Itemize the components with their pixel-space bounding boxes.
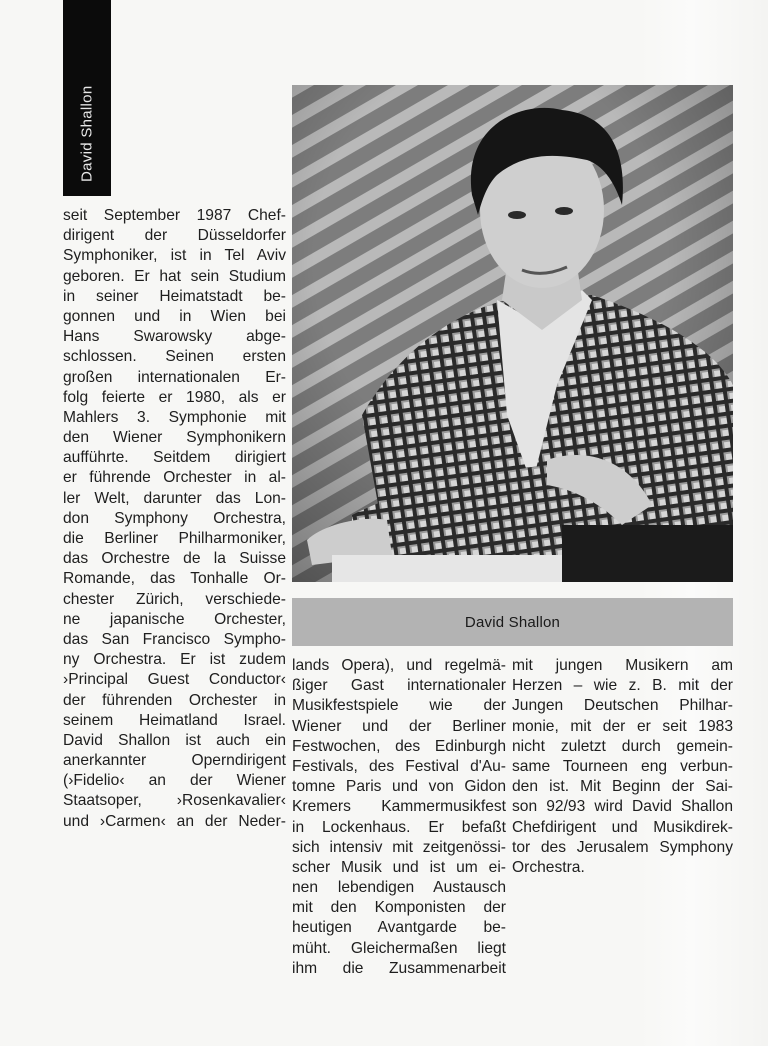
text-line: lands Opera), und regelmä-	[292, 657, 506, 674]
text-line: müht. Gleichermaßen liegt	[292, 939, 506, 957]
text-line: ne japanische Orchester,	[63, 610, 286, 628]
text-line: das Orchestre de la Suisse	[63, 550, 286, 568]
text-line: Romande, das Tonhalle Or-	[63, 570, 286, 588]
text-line: nen lebendigen Austausch	[292, 879, 506, 897]
text-line: nicht zuletzt durch gemein-	[512, 737, 733, 755]
text-line: Chefdirigent und Musikdirek-	[512, 818, 733, 836]
text-line: same Tourneen eng verbun-	[512, 757, 733, 775]
text-line: Musikfestspiele wie der	[292, 697, 506, 715]
text-line: Festwochen, des Edinburgh	[292, 737, 506, 755]
text-line: mit den Komponisten der	[292, 899, 506, 917]
text-line: geboren. Er hat sein Studium	[63, 267, 286, 285]
text-line: chester Zürich, verschiede-	[63, 590, 286, 608]
text-line: ßiger Gast internationaler	[292, 677, 506, 695]
text-line: den Wiener Symphonikern	[63, 429, 286, 447]
text-line: Wiener und der Berliner	[292, 717, 506, 735]
text-line: seinem Heimatland Israel.	[63, 711, 286, 729]
text-line: Staatsoper, ›Rosenkavalier‹	[63, 792, 286, 810]
body-column-1	[63, 206, 286, 832]
side-tab	[63, 0, 111, 196]
text-line: Orchestra.	[512, 858, 585, 876]
portrait-photo	[292, 85, 733, 582]
text-line: ler Welt, darunter das Lon-	[63, 489, 286, 507]
body-column-2	[292, 656, 506, 979]
photo-caption-text: David Shallon	[464, 613, 561, 631]
text-line: don Symphony Orchestra,	[63, 509, 286, 527]
photo-caption	[292, 598, 733, 646]
text-line: gonnen und in Wien bei	[63, 307, 286, 325]
text-line: Herzen – wie z. B. mit der	[512, 677, 733, 695]
text-line: tor des Jerusalem Symphony	[512, 838, 733, 856]
body-column-3	[512, 656, 733, 878]
text-line: das San Francisco Sympho-	[63, 630, 286, 648]
side-tab-label: David Shallon	[78, 85, 96, 182]
text-line: scher Musik und ist um ei-	[292, 858, 506, 876]
text-line: seit September 1987 Chef-	[63, 207, 286, 224]
text-line: sich intensiv mit zeitgenössi-	[292, 838, 506, 856]
text-line: mit jungen Musikern am	[512, 657, 733, 674]
text-line: Jungen Deutschen Philhar-	[512, 697, 733, 715]
text-line: heutigen Avantgarde be-	[292, 919, 506, 937]
text-line: in Lockenhaus. Er befaßt	[292, 818, 506, 836]
text-line: ny Orchestra. Er ist zudem	[63, 651, 286, 669]
text-line: ›Principal Guest Conductor‹	[63, 671, 286, 689]
text-line: Hans Swarowsky abge-	[63, 328, 286, 346]
text-line: Mahlers 3. Symphonie mit	[63, 408, 286, 426]
text-line: schlossen. Seinen ersten	[63, 348, 286, 366]
text-line: Festivals, des Festival d'Au-	[292, 757, 506, 775]
text-line: David Shallon ist auch ein	[63, 731, 286, 749]
text-line: tomne Paris und von Gidon	[292, 778, 506, 796]
text-line: monie, mit der er seit 1983	[512, 717, 733, 735]
text-line: und ›Carmen‹ an der Neder-	[63, 812, 286, 830]
text-line: er führende Orchester in al-	[63, 469, 286, 487]
text-line: den ist. Mit Beginn der Sai-	[512, 778, 733, 796]
text-line: (›Fidelio‹ an der Wiener	[63, 772, 286, 790]
text-line: Kremers Kammermusikfest	[292, 798, 506, 816]
text-line: anerkannter Operndirigent	[63, 752, 286, 770]
text-line: aufführte. Seitdem dirigiert	[63, 449, 286, 467]
text-line: ihm die Zusammenarbeit	[292, 959, 506, 977]
text-line: son 92/93 wird David Shallon	[512, 798, 733, 816]
text-line: großen internationalen Er-	[63, 368, 286, 386]
text-line: die Berliner Philharmoniker,	[63, 530, 286, 547]
text-line: folg feierte er 1980, als er	[63, 388, 286, 406]
text-line: Symphoniker, ist in Tel Aviv	[63, 247, 286, 265]
text-line: dirigent der Düsseldorfer	[63, 227, 286, 245]
text-line: in seiner Heimatstadt be-	[63, 287, 286, 305]
portrait-illustration	[292, 85, 733, 582]
text-line: der führenden Orchester in	[63, 691, 286, 709]
